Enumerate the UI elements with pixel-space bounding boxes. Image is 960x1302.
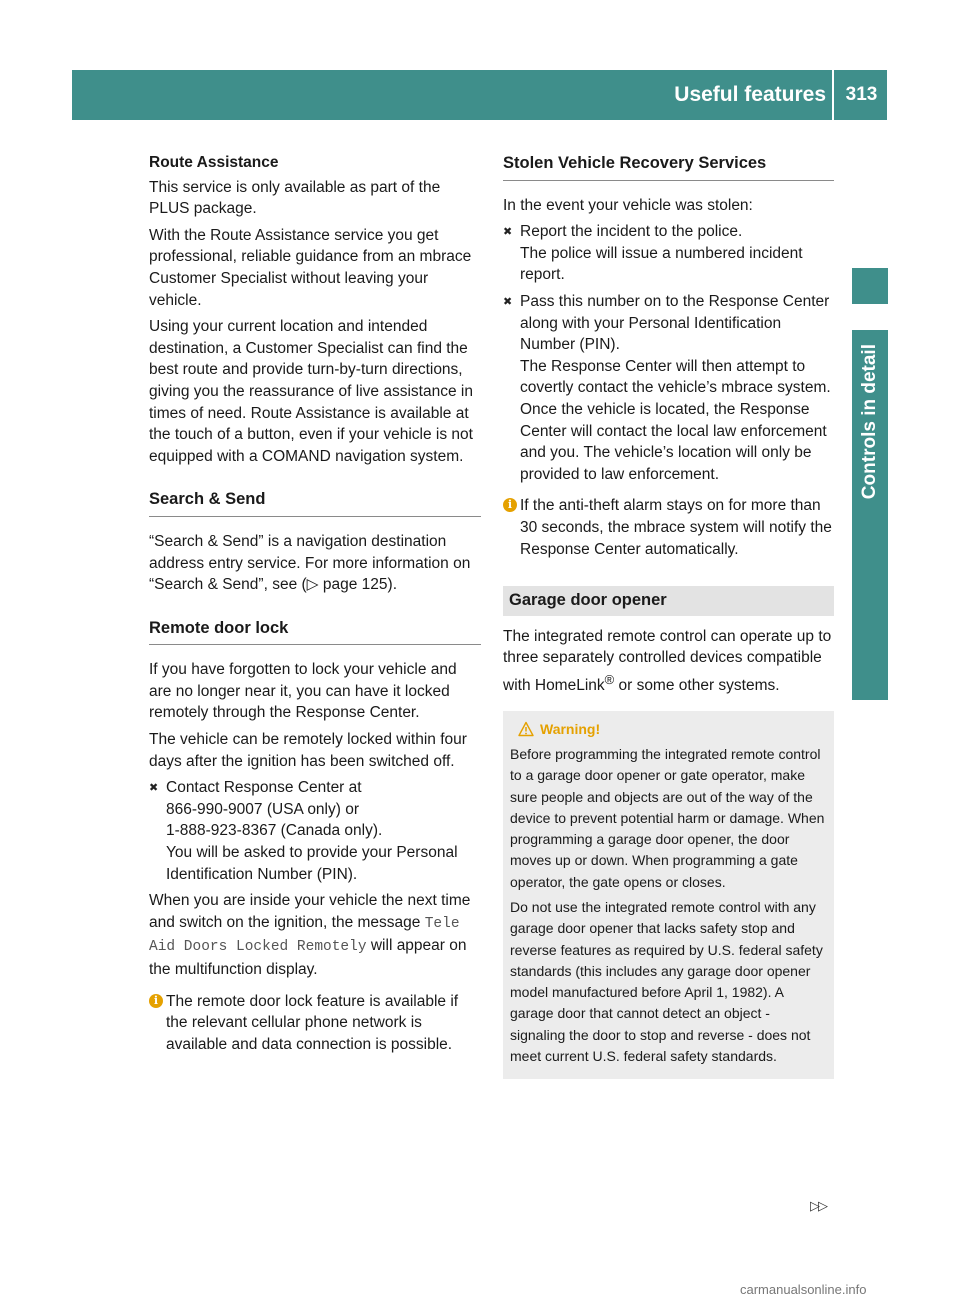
paragraph: The vehicle can be remotely locked within four days after the ignition has been switched off.	[149, 731, 467, 770]
info-icon: i	[149, 994, 163, 1008]
step-line: Report the incident to the police.	[520, 223, 743, 241]
warning-label: Warning!	[540, 720, 601, 737]
instruction-step	[503, 221, 834, 286]
step-arrow-icon: ✖	[503, 295, 513, 308]
watermark: carmanualsonline.info	[740, 1282, 867, 1297]
stolen-vehicle-heading: Stolen Vehicle Recovery Services	[503, 153, 834, 181]
info-icon: i	[503, 498, 517, 512]
info-note	[503, 495, 834, 560]
header-divider	[832, 70, 834, 120]
remote-door-lock-heading: Remote door lock	[149, 618, 481, 646]
step-line: 866-990-9007 (USA only) or	[166, 800, 360, 818]
instruction-step	[149, 777, 481, 885]
paragraph: If you have forgotten to lock your vehicle and are no longer near it, you can have it locked remotely through the Response Center.	[149, 661, 457, 722]
step-result: The Response Center will then attempt to covertly contact the vehicle’s mbrace system. Once the vehicle is located, the Response Center will contact the local law enforcement and you. The vehicle’s location will only be provided to law enforcement.	[520, 357, 831, 483]
search-send-heading: Search & Send	[149, 489, 481, 517]
page-number: 313	[845, 84, 878, 105]
step-result: The police will issue a numbered incident report.	[520, 244, 803, 284]
chapter-tab-label	[852, 330, 888, 700]
side-marker	[852, 268, 888, 304]
step-arrow-icon: ✖	[503, 226, 513, 239]
warning-box	[503, 711, 834, 1080]
step-line: Pass this number on to the Response Center along with your Personal Identification Number (PIN).	[520, 292, 830, 354]
note-text: If the anti-theft alarm stays on for more than 30 seconds, the mbrace system will notify the Response Center automatically.	[520, 497, 832, 558]
paragraph: Using your current location and intended destination, a Customer Specialist can find the best route and provide turn-by-turn directions, giving you the reassurance of live assistance in times of need. Route Assistance is available at the touch of a button, even if your vehicle is not equipped with a COMAND navigation system.	[149, 318, 473, 465]
warning-header	[510, 719, 827, 740]
instruction-step	[503, 291, 834, 485]
text-run: When you are inside your vehicle the next time and switch on the ignition, the message	[149, 892, 471, 931]
paragraph: This service is only available as part of the PLUS package.	[149, 178, 441, 218]
warning-triangle-icon	[518, 721, 534, 737]
step-result: You will be asked to provide your Personal Identification Number (PIN).	[166, 844, 458, 883]
registered-mark: ®	[604, 671, 615, 687]
paragraph	[149, 890, 481, 980]
step-arrow-icon: ✖	[149, 782, 159, 795]
paragraph: “Search & Send” is a navigation destination address entry service. For more information on “Search & Send”, see (▷ page 125).	[149, 532, 471, 594]
step-line: 1-888-923-8367 (Canada only).	[166, 822, 383, 840]
info-note	[149, 991, 481, 1056]
paragraph: With the Route Assistance service you get professional, reliable guidance from an mbrace Customer Specialist without leaving your vehicle.	[149, 226, 472, 309]
left-column	[149, 152, 481, 1055]
section-title: Useful features	[674, 83, 826, 106]
paragraph	[503, 626, 834, 697]
display-message: Tele Aid Doors Locked Remotely	[149, 915, 460, 956]
text-run: will appear on the multifunction display.	[149, 937, 467, 978]
warning-text: Before programming the integrated remote control to a garage door opener or gate operator, make sure people and objects are out of the way of the device to prevent potential harm or damage. When programming a garage door opener, the door moves up or down. When programming a gate operator, the gate opens or closes.	[510, 745, 825, 890]
route-assistance-heading: Route Assistance	[149, 154, 279, 171]
text-run: or some other systems.	[614, 677, 780, 695]
garage-door-heading: Garage door opener	[503, 586, 834, 616]
right-column	[503, 152, 834, 1079]
chapter-tab-text: Controls in detail	[859, 344, 880, 500]
continue-marker: ▷▷	[810, 1198, 826, 1213]
text-run: The integrated remote control can operate up to three separately controlled devices compatible with HomeLink	[503, 627, 832, 695]
note-text: The remote door lock feature is available if the relevant cellular phone network is available and data connection is possible.	[166, 992, 459, 1053]
paragraph: In the event your vehicle was stolen:	[503, 196, 753, 214]
step-line: Contact Response Center at	[166, 779, 362, 797]
warning-text: Do not use the integrated remote control with any garage door opener that lacks safety stop and reverse features as required by U.S. federal safety standards (this includes any garage door opener model manufactured before April 1, 1982). A garage door that cannot detect an object - signaling the door to stop and reverse - does not meet current U.S. federal safety standards.	[510, 899, 823, 1065]
